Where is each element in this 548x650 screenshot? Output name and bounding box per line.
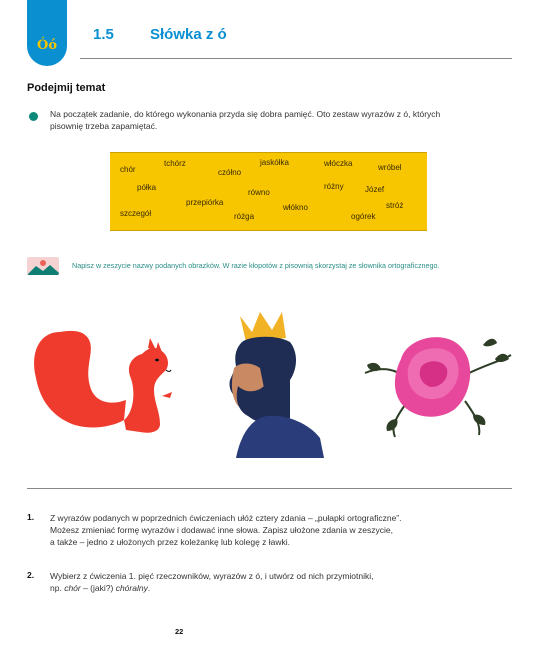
word: półka <box>137 183 157 192</box>
word: wróbel <box>378 163 402 172</box>
word: równo <box>248 188 270 197</box>
word: różga <box>234 212 255 221</box>
word: szczegół <box>120 209 152 218</box>
badge-letters: Óó <box>37 38 57 53</box>
word: ogórek <box>351 212 376 221</box>
lesson-number: 1.5 <box>93 26 114 43</box>
exercise-2-example <box>50 582 470 594</box>
exercise-1-line-2: Możesz zmieniać formę wyrazów i dodawać inne słowa. Zapisz ułożone zdania w zeszycie, <box>50 525 393 535</box>
exercise-1-line-3: a także – jedno z ułożonych przez koleżankę lub kolegę z ławki. <box>50 537 291 547</box>
intro-line-2: pisownię trzeba zapamiętać. <box>50 121 158 131</box>
task-instruction: Napisz w zeszycie nazwy podanych obrazków. W razie kłopotów z pisownią skorzystaj ze słownika ortograficznego. <box>72 261 440 270</box>
word: różny <box>324 182 344 191</box>
intro-line-1: Na początek zadanie, do którego wykonania przyda się dobra pamięć. Oto zestaw wyrazów z ó, których <box>50 109 441 119</box>
exercise-1-text <box>50 512 470 548</box>
example-suffix: . <box>147 583 151 593</box>
exercise-2-number: 2. <box>27 570 35 580</box>
exercise-2-line-1: Wybierz z ćwiczenia 1. pięć rzeczowników, wyrazów z ó, i utwórz od nich przymiotniki, <box>50 571 374 581</box>
lesson-title: Słówka z ó <box>150 26 227 43</box>
example-word-1: chór <box>64 583 81 593</box>
exercise-1-number: 1. <box>27 512 35 522</box>
picture-task-icon <box>27 257 59 275</box>
word: przepiórka <box>186 198 224 207</box>
word: czółno <box>218 168 242 177</box>
intro-text <box>50 108 510 132</box>
word: stróż <box>386 201 404 210</box>
squirrel-illustration <box>30 320 180 440</box>
chapter-badge <box>27 0 67 66</box>
word: włókno <box>283 203 308 212</box>
bullet-dot <box>29 112 38 121</box>
word: Józef <box>365 185 385 194</box>
example-mid: – (jaki?) <box>80 583 116 593</box>
header-divider <box>80 58 512 59</box>
king-illustration <box>220 308 335 458</box>
rose-illustration <box>355 315 515 445</box>
word-box <box>110 152 427 231</box>
word: chór <box>120 165 136 174</box>
section-title: Podejmij temat <box>27 82 106 94</box>
word: jaskółka <box>260 158 289 167</box>
example-prefix: np. <box>50 583 65 593</box>
exercise-2-text <box>50 570 470 594</box>
example-word-2: chóralny <box>115 583 148 593</box>
word: włóczka <box>324 159 353 168</box>
word: tchórz <box>164 159 186 168</box>
exercises-divider <box>27 488 512 489</box>
exercise-1-line-1: Z wyrazów podanych w poprzednich ćwiczeniach ułóż cztery zdania – „pułapki ortograficzne”. <box>50 513 402 523</box>
page-number: 22 <box>175 627 184 636</box>
